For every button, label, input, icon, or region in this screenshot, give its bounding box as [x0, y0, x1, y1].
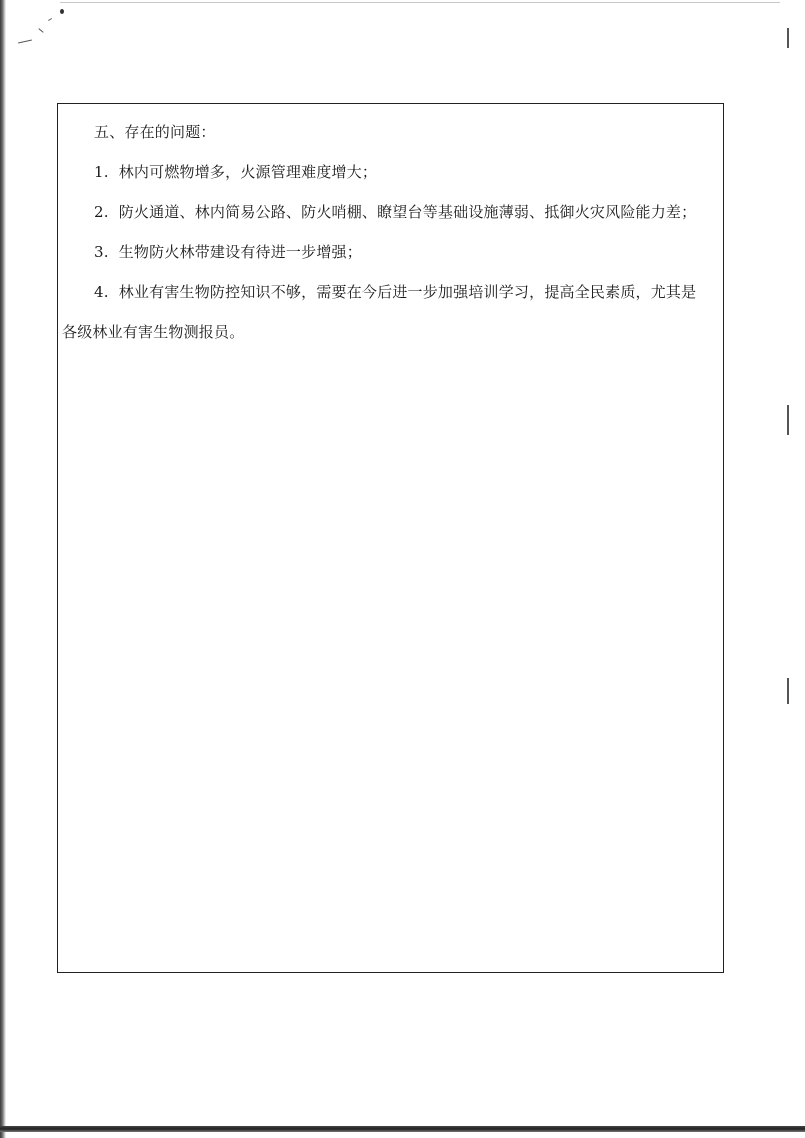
- scan-scratch: [18, 40, 32, 44]
- issue-item-4: [94, 282, 696, 302]
- issue-number: 4.: [94, 283, 109, 301]
- issue-number: 1.: [94, 163, 109, 181]
- issue-number: 2.: [94, 203, 109, 221]
- scan-top-line: [60, 2, 780, 3]
- issue-item-4-continuation: 各级林业有害生物测报员。: [62, 323, 245, 341]
- issue-text: 生物防火林带建设有待进一步增强；: [118, 243, 362, 261]
- issue-text: 林业有害生物防控知识不够，需要在今后进一步加强培训学习，提高全民素质，尤其是: [118, 283, 697, 301]
- issue-text: 防火通道、林内简易公路、防火哨棚、瞭望台等基础设施薄弱、抵御火灾风险能力差；: [118, 203, 697, 221]
- issue-number: 3.: [94, 243, 109, 261]
- scan-left-edge: [0, 0, 6, 1138]
- issue-text: 林内可燃物增多，火源管理难度增大；: [118, 163, 378, 181]
- scan-right-mark: [787, 405, 789, 435]
- scan-right-mark: [787, 678, 789, 704]
- scan-scratch: [48, 18, 52, 21]
- issue-item-2: [94, 202, 696, 222]
- section-heading: 五、存在的问题：: [94, 123, 216, 141]
- issue-item-1: [94, 162, 377, 182]
- issue-item-3: [94, 242, 362, 262]
- scan-scratch: [38, 28, 43, 33]
- content-frame: [57, 103, 724, 973]
- scan-speck: [60, 9, 64, 14]
- scan-bottom-edge: [0, 1126, 805, 1132]
- scan-right-mark: [787, 28, 789, 48]
